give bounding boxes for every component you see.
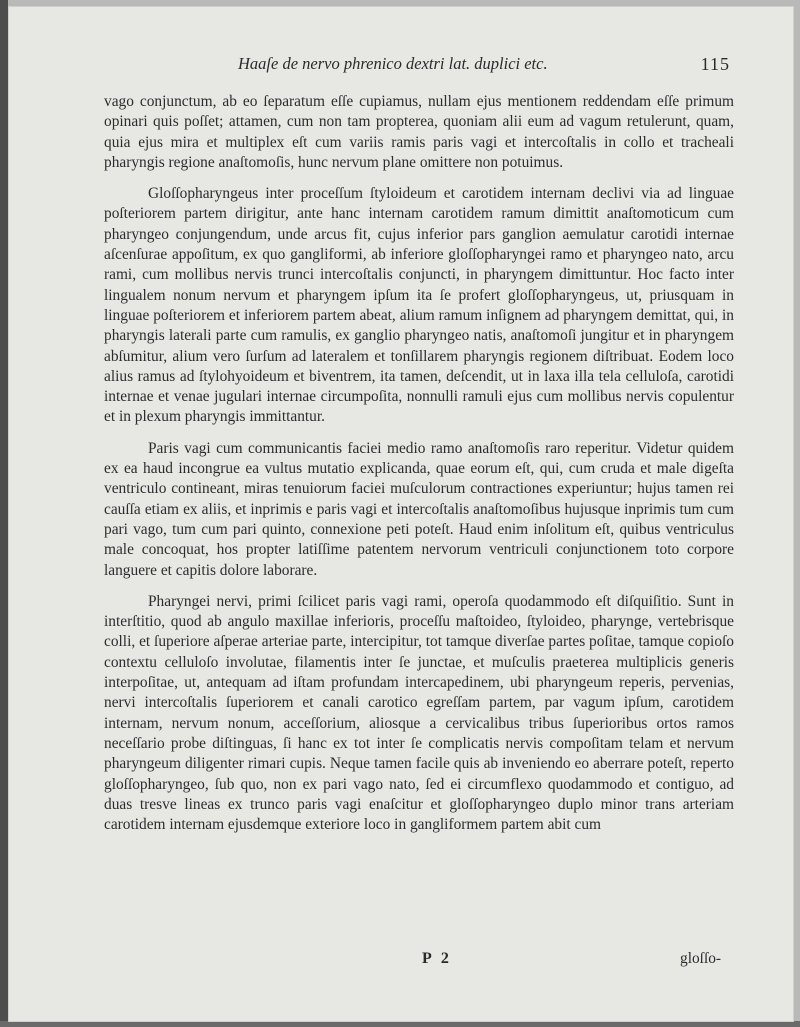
paragraph-paris-vagi: Paris vagi cum communicantis faciei medio ramo anaſtomoſis raro reperitur. Videtur quidem ex ea haud incongrue ea vultus mutatio explicanda, quae eorum eſt, qui, cum cruda et male digeſta ventriculo contineant, miras tenuiorum faciei muſculorum contractiones experiuntur; hujus tamen rei cauſſa etiam ex aliis, et inprimis e paris vagi et intercoſtalis anaſtomoſibus hujusque inprimis tum cum pari vago, tum cum pari quinto, connexione peti poteſt. Haud enim inſolitum eſt, quibus ventriculus male concoquat, hos propter latiſſime patentem nervorum ventriculi conjunctionem toto corpore languere et capitis dolore laborare. xyxy=(104,439,734,579)
page-number: 115 xyxy=(700,54,730,74)
catchword: gloſſo- xyxy=(680,950,722,967)
paragraph-glossopharyngeus: Gloſſopharyngeus inter proceſſum ſtyloideum et carotidem internam declivi via ad linguae poſteriorem partem dirigitur, ante hanc internam carotidem ramum dimittit anaſtomoticum cum pharyngeo conjungendum, unde arcus fit, cujus inferior pars ganglion aemulatur carotidi internae aſcenſurae appoſitum, ex quo gangliformi, ab inferiore gloſſopharyngei ramo et pharyngeo nato, arcu rami, cum mollibus nervis trunci intercoſtalis conjuncti, in pharyngem dimittuntur. Hoc facto inter lingualem nonum nervum et pharyngem ipſum ita ſe profert gloſſopharyngeus, ut, priusquam in linguae poſteriorem et inferiorem partem abeat, alium ramum inſignem ad pharyngem demittat, qui, in pharyngis laterali parte cum ramulis, ex ganglio pharyngeo natis, anaſtomoſi jungitur et in pharyngem abſumitur, alium vero ſurſum ad lateralem et tonſillarem pharyngis regionem diſtribuat. Eodem loco alius ramus ad ſtylohyoideum et biventrem, ita tamen, deſcendit, ut in laxa illa tela celluloſa, carotidi internae et venae jugulari internae circumpoſita, nonnulli ramuli ejus cum mollibus nervis copulentur et in plexum pharyngis immittantur. xyxy=(104,185,734,426)
book-page xyxy=(8,6,794,1022)
paragraph-pharyngei-nervi: Pharyngei nervi, primi ſcilicet paris vagi rami, operoſa quodammodo eſt diſquiſitio. Sunt in interſtitio, quod ab angulo maxillae inferioris, proceſſu maſtoideo, ſtyloideo, pharynge, vertebrisque colli, et ſuperiore aſperae arteriae parte, intercipitur, tot tamque diverſae partes poſitae, tamque copioſo contextu celluloſo involutae, filamentis inter ſe junctae, et muſculis praeterea multiplicis generis interpoſitae, ut, antequam ad iſtam profundam intercapedinem, ubi pharyngeum reperis, pervenias, nervi intercoſtalis ſuperiorem et canali carotico egreſſam partem, par vagum ipſum, carotidem internam, nervum nonum, acceſſorium, aliosque a cervicalibus tribus ſuperioribus ortos ramos neceſſario probe diſtinguas, ſi hanc ex tot inter ſe complicatis nervis compoſitam telam et nervum pharyngeum diligenter rimari cupis. Neque tamen facile quis ab inveniendo eo aberrare poteſt, reperto gloſſopharyngeo, ſub quo, non ex pari vago nato, ſed ei circumflexo quodammodo et contiguo, ad duas tresve lineas ex trunco paris vagi enaſcitur et gloſſopharyngeo duplo minor trans arteriam carotidem internam ejusdemque exteriore loco in gangliformem partem abit cum xyxy=(104,592,734,834)
scan-edge-left xyxy=(0,0,8,1027)
page-footer xyxy=(8,950,794,974)
running-title: Haaſe de nervo phrenico dextri lat. duplici etc. xyxy=(238,54,548,73)
body-text xyxy=(104,92,734,835)
signature-mark: P 2 xyxy=(422,950,452,967)
page-header xyxy=(8,54,794,78)
paragraph-continuation: vago conjunctum, ab eo ſeparatum eſſe cupiamus, nullam ejus mentionem reddendam eſſe primum opinari quis poſſet; attamen, cum non tam propterea, quoniam alii eum ad vagum retulerunt, quam, quia ejus mira et multiplex eſt cum variis ramis paris vagi et intercoſtalis in collo et tracheali pharyngis regione anaſtomoſis, hunc nervum plane omittere non potuimus. xyxy=(104,93,734,171)
